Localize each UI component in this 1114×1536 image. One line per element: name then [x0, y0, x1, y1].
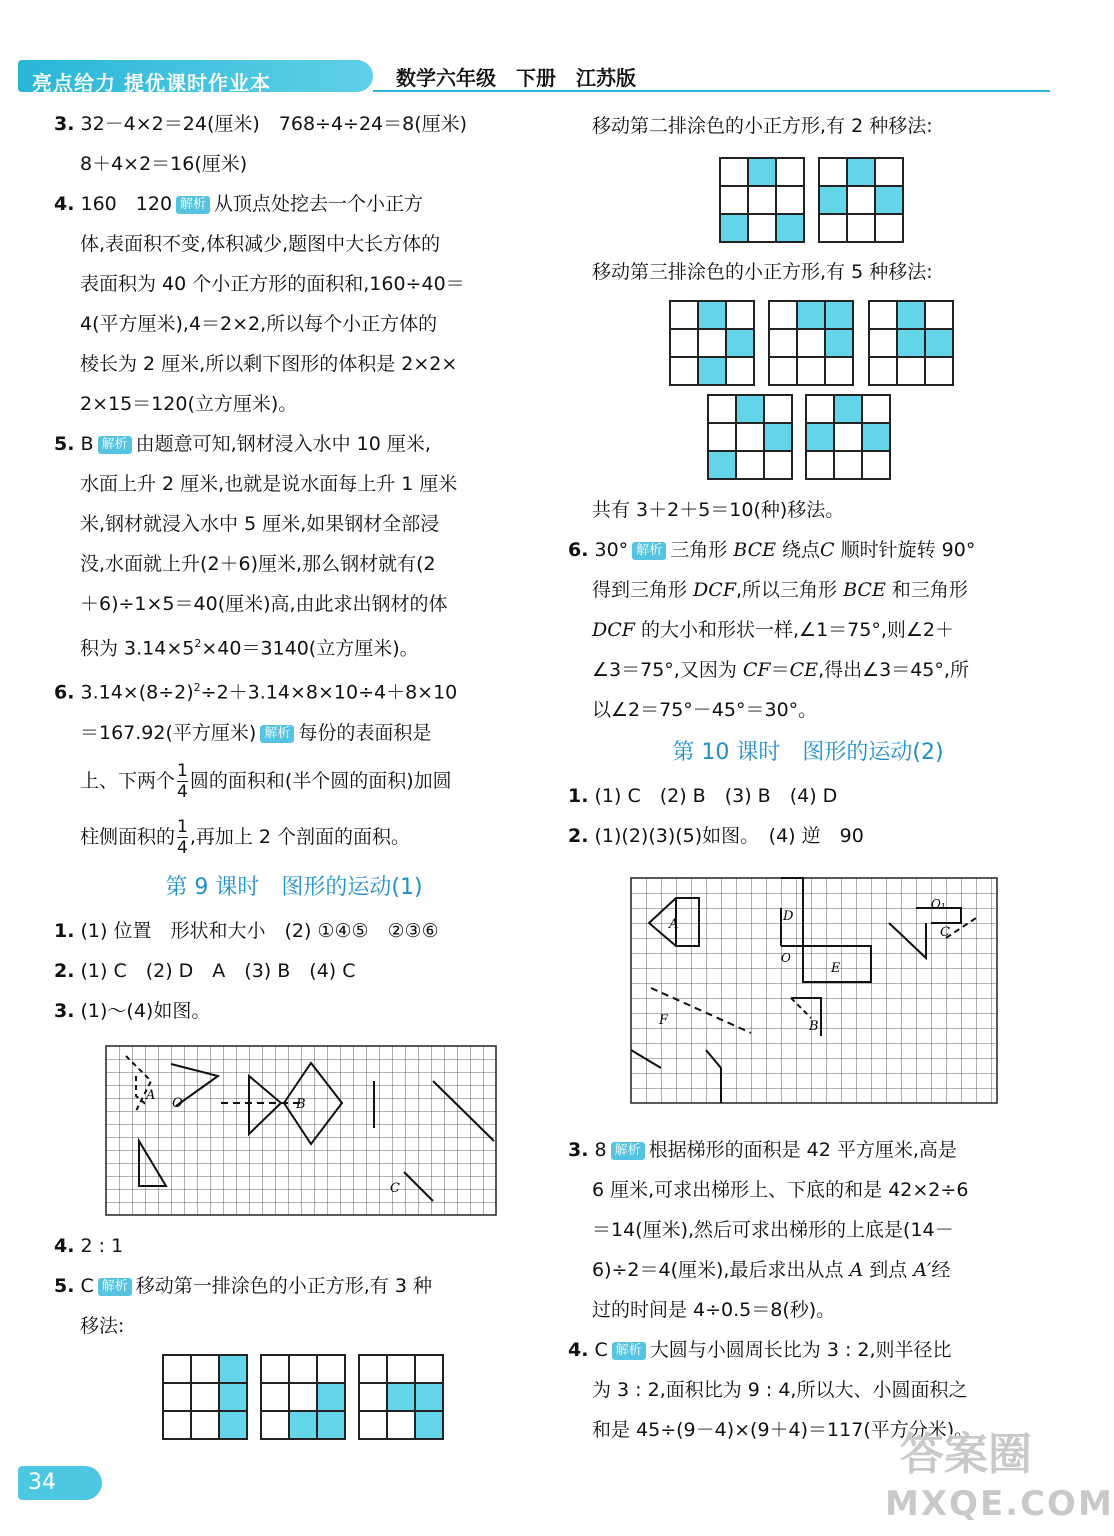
- answer-6: 6. $3.14\times(8\div 2)^2\div 2+3.14\times 8\times 10\div 4+8\times 10$: [54, 681, 458, 704]
- page-number: 34: [18, 1466, 102, 1500]
- move-grid: [669, 300, 755, 386]
- label-A: A: [146, 1088, 156, 1103]
- move-grid: [719, 157, 805, 243]
- answer-4-line: 为 3 : 2,面积比为 9 : 4,所以大、小圆面积之: [592, 1379, 968, 1401]
- answer-3-line2: 8＋4×2＝16(厘米): [80, 153, 248, 175]
- lesson10-answer-1: 1. (1) C (2) B (3) B (4) D: [568, 785, 838, 807]
- figure-lesson9-q3: [106, 1046, 496, 1216]
- analysis-tag: 解析: [176, 196, 210, 214]
- page-header: [18, 56, 1050, 96]
- label-F: F: [659, 1013, 669, 1028]
- answer-4-line: 2×15＝120(立方厘米)。: [80, 393, 298, 415]
- answer-6-right: 6. 30° 解析 三角形 BCE 绕点C 顺时针旋转 90°: [568, 539, 976, 561]
- label-A: A: [669, 917, 679, 932]
- label-O: O: [781, 951, 791, 965]
- move-grid: [260, 1354, 346, 1440]
- answer-5-line: 积为 $3.14\times 5^2\times 40=3140$(立方厘米)。: [80, 637, 419, 660]
- fraction: $\frac{1}{4}$: [177, 816, 188, 858]
- answer-4: 4. 160 120 解析 从顶点处挖去一个小正方: [54, 193, 424, 215]
- answer-5-line: 移法:: [80, 1315, 125, 1337]
- answer-4-line: 和是 45÷(9－4)×(9＋4)＝117(平方分米)。: [592, 1419, 974, 1441]
- move-grid: [358, 1354, 444, 1440]
- figure-lesson10-q2: [631, 878, 997, 1104]
- move-grid: [768, 300, 854, 386]
- fraction: $\frac{1}{4}$: [177, 760, 188, 802]
- lesson9-answer-1: 1. (1) 位置 形状和大小 (2) ①④⑤ ②③⑥: [54, 919, 439, 942]
- analysis-tag: 解析: [632, 542, 666, 560]
- lesson10-answer-4: 4. C 解析 大圆与小圆周长比为 3 : 2,则半径比: [568, 1339, 952, 1361]
- answer-3-line: ＝14(厘米),然后可求出梯形的上底是(14－: [592, 1219, 954, 1241]
- analysis-tag: 解析: [98, 436, 132, 454]
- answer-3-line: 6 厘米,可求出梯形上、下底的和是 42×2÷6: [592, 1179, 969, 1201]
- watermark: [885, 1418, 1114, 1526]
- lesson-10-title: 第 10 课时 图形的运动(2): [672, 740, 944, 765]
- total-ways: 共有 3＋2＋5＝10(种)移法。: [592, 499, 845, 521]
- move-grid: [805, 394, 891, 480]
- move-grid: [868, 300, 954, 386]
- move-grid: [818, 157, 904, 243]
- right-text-row2: 移动第二排涂色的小正方形,有 2 种移法:: [592, 115, 933, 137]
- analysis-tag: 解析: [260, 725, 294, 743]
- label-B: B: [809, 1019, 819, 1034]
- analysis-tag: 解析: [98, 1278, 132, 1296]
- watermark-line2: MXQE.COM: [885, 1484, 1114, 1524]
- answer-3: 3. 32－4×2＝24(厘米) 768÷4÷24＝8(厘米): [54, 113, 468, 135]
- label-O: O: [172, 1096, 183, 1111]
- answer-5: 5. B 解析 由题意可知,钢材浸入水中 10 厘米,: [54, 433, 431, 455]
- lesson9-answer-4: 4. 2 : 1: [54, 1235, 124, 1257]
- answer-3-line: 6)÷2＝4(厘米),最后求出从点 A 到点 A′经: [592, 1259, 951, 1281]
- header-brand: 亮点给力 提优课时作业本: [32, 71, 271, 95]
- move-grid: [162, 1354, 248, 1440]
- lesson10-answer-3: 3. 8 解析 根据梯形的面积是 42 平方厘米,高是: [568, 1139, 957, 1161]
- transformation-grid: [106, 1046, 496, 1216]
- right-text-row3: 移动第三排涂色的小正方形,有 5 种移法:: [592, 261, 933, 283]
- label-C: C: [940, 925, 950, 940]
- answer-5-line: 米,钢材就浸入水中 5 厘米,如果钢材全部浸: [80, 513, 440, 535]
- answer-6-line: 上、下两个 $\frac{1}{4}$ 圆的面积和(半个圆的面积)加圆: [80, 760, 452, 802]
- left-column-bottom: [54, 1226, 534, 1346]
- answer-6-line: 得到三角形 DCF,所以三角形 BCE 和三角形: [592, 579, 968, 601]
- label-B: B: [296, 1097, 306, 1112]
- answer-5-line: 水面上升 2 厘米,也就是说水面每上升 1 厘米: [80, 473, 458, 495]
- right-text-block: [592, 252, 1042, 292]
- left-column: [54, 104, 534, 1031]
- move-grid: [707, 394, 793, 480]
- label-E: E: [831, 961, 841, 976]
- label-D: D: [783, 909, 794, 924]
- rotation-grid: [631, 878, 997, 1104]
- answer-6-line: DCF 的大小和形状一样,∠1＝75°,则∠2＋: [592, 619, 955, 641]
- header-band: [18, 60, 373, 95]
- label-O1: O₁: [931, 897, 946, 911]
- right-column-bottom: [568, 1130, 1048, 1450]
- answer-5-line: 没,水面就上升(2＋6)厘米,那么钢材就有(2: [80, 553, 436, 575]
- answer-6-line: ＝167.92(平方厘米) 解析 每份的表面积是: [80, 721, 432, 744]
- right-column: [592, 106, 1042, 146]
- lesson9-answer-5: 5. C 解析 移动第一排涂色的小正方形,有 3 种: [54, 1275, 433, 1297]
- right-column-main: [568, 490, 1048, 856]
- answer-6-line: 柱侧面积的 $\frac{1}{4}$ ,再加上 2 个剖面的面积。: [80, 816, 411, 858]
- answer-6-line: 以∠2＝75°－45°＝30°。: [592, 699, 818, 721]
- lesson9-answer-2: 2. (1) C (2) D A (3) B (4) C: [54, 959, 356, 982]
- lesson9-answer-3: 3. (1)～(4)如图。: [54, 999, 211, 1022]
- answer-4-line: 棱长为 2 厘米,所以剩下图形的体积是 2×2×: [80, 353, 458, 375]
- lesson-9-title: 第 9 课时 图形的运动(1): [165, 874, 423, 900]
- answer-4-line: 表面积为 40 个小正方形的面积和,160÷40＝: [80, 273, 465, 295]
- analysis-tag: 解析: [611, 1142, 645, 1160]
- lesson10-answer-2: 2. (1)(2)(3)(5)如图。 (4) 逆 90: [568, 825, 864, 847]
- answer-6-line: ∠3＝75°,又因为 CF＝CE,得出∠3＝45°,所: [592, 659, 969, 681]
- watermark-line1: 答案圈: [900, 1429, 1032, 1480]
- label-C: C: [390, 1181, 400, 1196]
- analysis-tag: 解析: [612, 1342, 646, 1360]
- answer-4-line: 体,表面积不变,体积减少,题图中大长方体的: [80, 233, 441, 255]
- answer-4-line: 4(平方厘米),4＝2×2,所以每个小正方体的: [80, 313, 438, 335]
- answer-5-line: ＋6)÷1×5＝40(厘米)高,由此求出钢材的体: [80, 593, 448, 615]
- header-subject: 数学六年级 下册 江苏版: [396, 66, 636, 90]
- answer-3-line: 过的时间是 4÷0.5＝8(秒)。: [592, 1299, 836, 1321]
